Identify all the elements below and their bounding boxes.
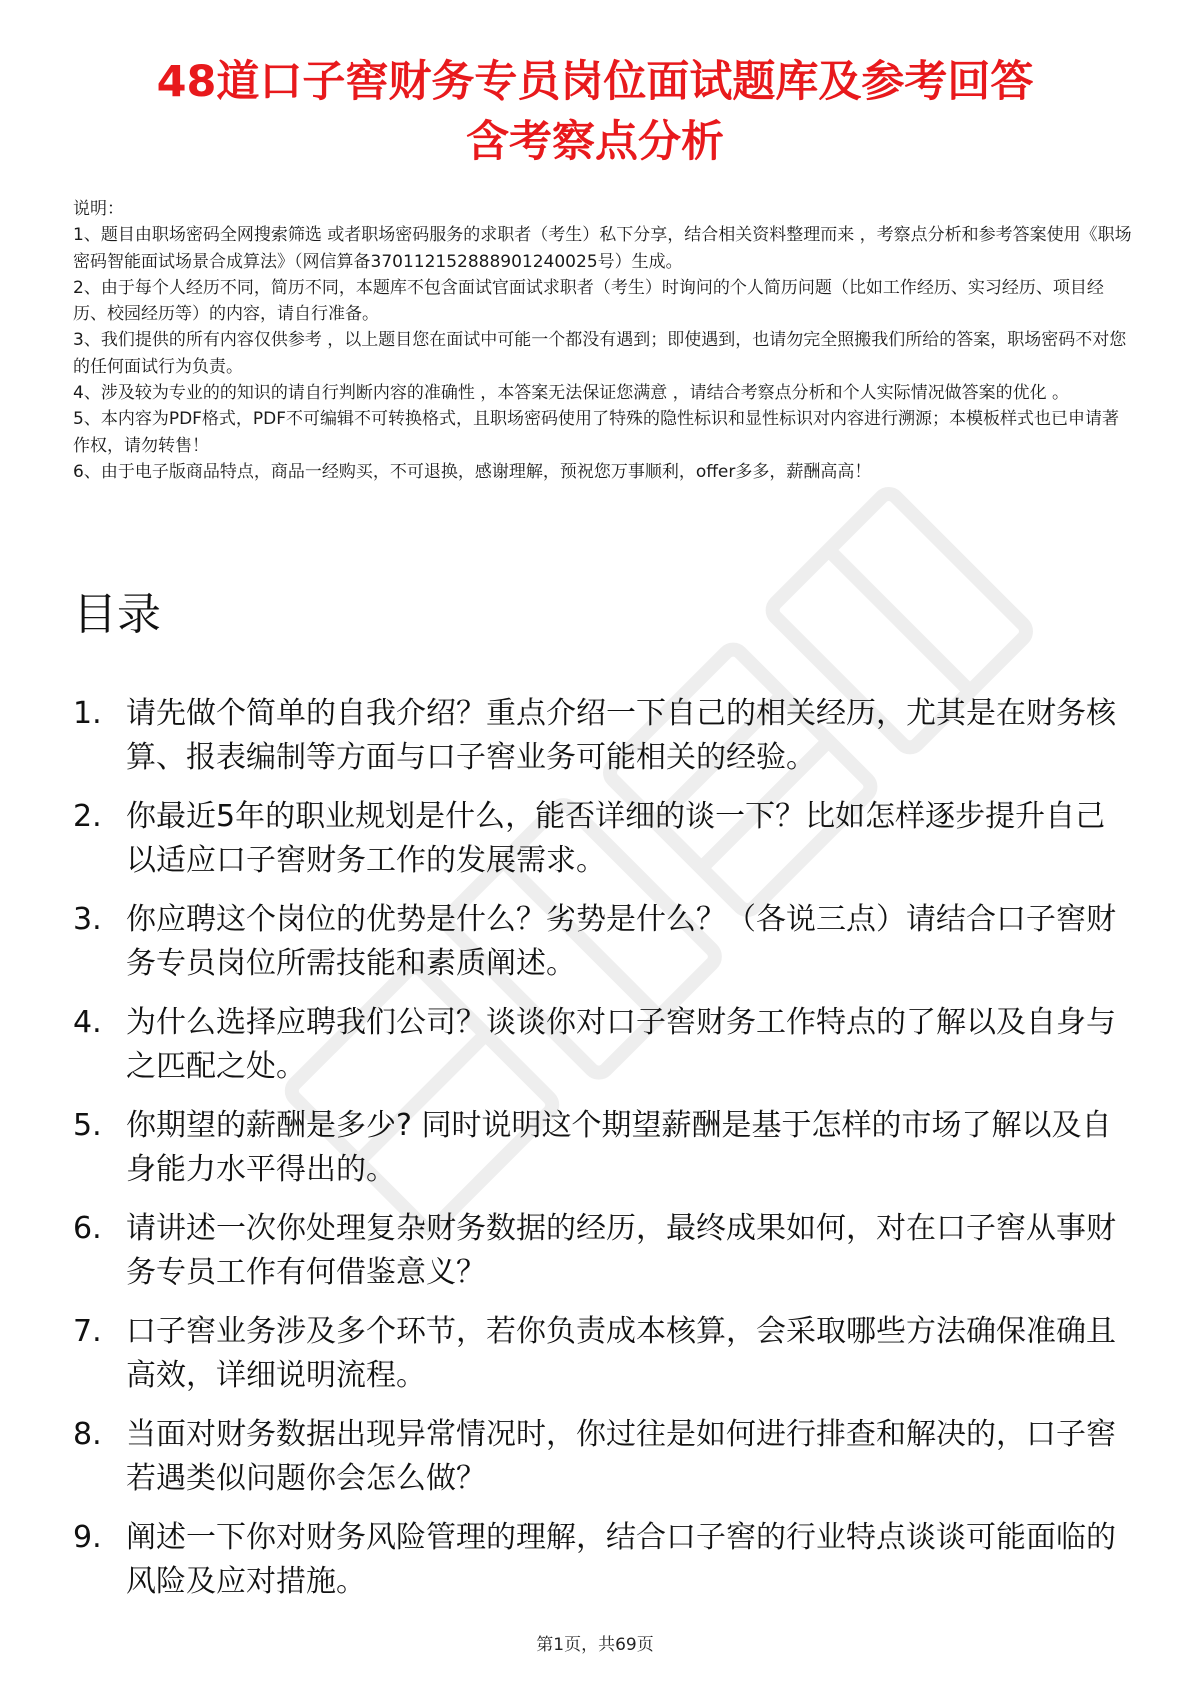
toc-item-text: 为什么选择应聘我们公司？谈谈你对口子窖财务工作特点的了解以及自身与之匹配之处。 — [126, 1005, 1116, 1084]
toc-item[interactable] — [73, 1104, 1133, 1192]
toc-item[interactable] — [73, 1001, 1133, 1089]
toc-item-text: 你应聘这个岗位的优势是什么？劣势是什么？（各说三点）请结合口子窖财务专员岗位所需技能和素质阐述。 — [126, 902, 1116, 981]
toc-item-text: 请讲述一次你处理复杂财务数据的经历，最终成果如何，对在口子窖从事财务专员工作有何借鉴意义？ — [126, 1211, 1116, 1290]
toc-item-number: 8. — [73, 1417, 102, 1452]
note-item: 5、本内容为PDF格式，PDF不可编辑不可转换格式，且职场密码使用了特殊的隐性标识和显性标识对内容进行溯源；本模板样式也已申请著作权，请勿转售！ — [73, 409, 1120, 456]
toc-item-number: 1. — [73, 696, 102, 731]
toc-item-number: 6. — [73, 1211, 102, 1246]
toc-item[interactable] — [73, 1413, 1133, 1501]
note-item: 4、涉及较为专业的的知识的请自行判断内容的准确性 ，本答案无法保证您满意 ，请结合考察点分析和个人实际情况做答案的优化 。 — [73, 383, 1070, 404]
note-item: 3、我们提供的所有内容仅供参考 ，以上题目您在面试中可能一个都没有遇到；即使遇到，也请勿完全照搬我们所给的答案，职场密码不对您的任何面试行为负责。 — [73, 330, 1127, 377]
toc-item-text: 请先做个简单的自我介绍？重点介绍一下自己的相关经历，尤其是在财务核算、报表编制等方面与口子窖业务可能相关的经验。 — [126, 696, 1116, 775]
toc-item-number: 7. — [73, 1314, 102, 1349]
toc-heading: 目录 — [73, 589, 161, 640]
toc-item-text: 当面对财务数据出现异常情况时，你过往是如何进行排查和解决的，口子窖若遇类似问题你会怎么做？ — [126, 1417, 1116, 1496]
toc-item[interactable] — [73, 898, 1133, 986]
title-line-1: 48道口子窖财务专员岗位面试题库及参考回答 — [156, 57, 1034, 107]
toc-item-text: 口子窖业务涉及多个环节，若你负责成本核算，会采取哪些方法确保准确且高效，详细说明流程。 — [126, 1314, 1116, 1393]
toc-item[interactable] — [73, 692, 1133, 780]
toc-list — [73, 692, 1133, 1619]
notes-heading: 说明： — [73, 199, 124, 219]
toc-item-number: 2. — [73, 799, 102, 834]
toc-item[interactable] — [73, 795, 1133, 883]
page-footer — [0, 1630, 1190, 1655]
note-item: 6、由于电子版商品特点，商品一经购买，不可退换，感谢理解，预祝您万事顺利，offer多多，薪酬高高！ — [73, 461, 872, 482]
toc-item-number: 5. — [73, 1108, 102, 1143]
toc-item-text: 阐述一下你对财务风险管理的理解，结合口子窖的行业特点谈谈可能面临的风险及应对措施。 — [126, 1520, 1116, 1599]
document-title — [60, 52, 1130, 172]
note-item: 1、题目由职场密码全网搜索筛选 或者职场密码服务的求职者（考生）私下分享，结合相关资料整理而来 ，考察点分析和参考答案使用《职场密码智能面试场景合成算法》（网信算备370112152888901240025号）生成。 — [73, 225, 1132, 272]
toc-item[interactable] — [73, 1516, 1133, 1604]
toc-item[interactable] — [73, 1207, 1133, 1295]
toc-item-number: 9. — [73, 1520, 102, 1555]
toc-item[interactable] — [73, 1310, 1133, 1398]
toc-item-text: 你最近5年的职业规划是什么，能否详细的谈一下？比如怎样逐步提升自己以适应口子窖财务工作的发展需求。 — [126, 799, 1106, 878]
title-line-2: 含考察点分析 — [466, 117, 724, 167]
note-item: 2、由于每个人经历不同，简历不同，本题库不包含面试官面试求职者（考生）时询问的个人简历问题（比如工作经历、实习经历、项目经历、校园经历等）的内容，请自行准备。 — [73, 277, 1104, 325]
toc-item-number: 4. — [73, 1005, 102, 1040]
page-number: 第1页，共69页 — [536, 1635, 654, 1655]
toc-item-text: 你期望的薪酬是多少? 同时说明这个期望薪酬是基于怎样的市场了解以及自身能力水平得出的。 — [126, 1108, 1112, 1187]
notes-section — [73, 196, 1133, 485]
toc-item-number: 3. — [73, 902, 102, 937]
